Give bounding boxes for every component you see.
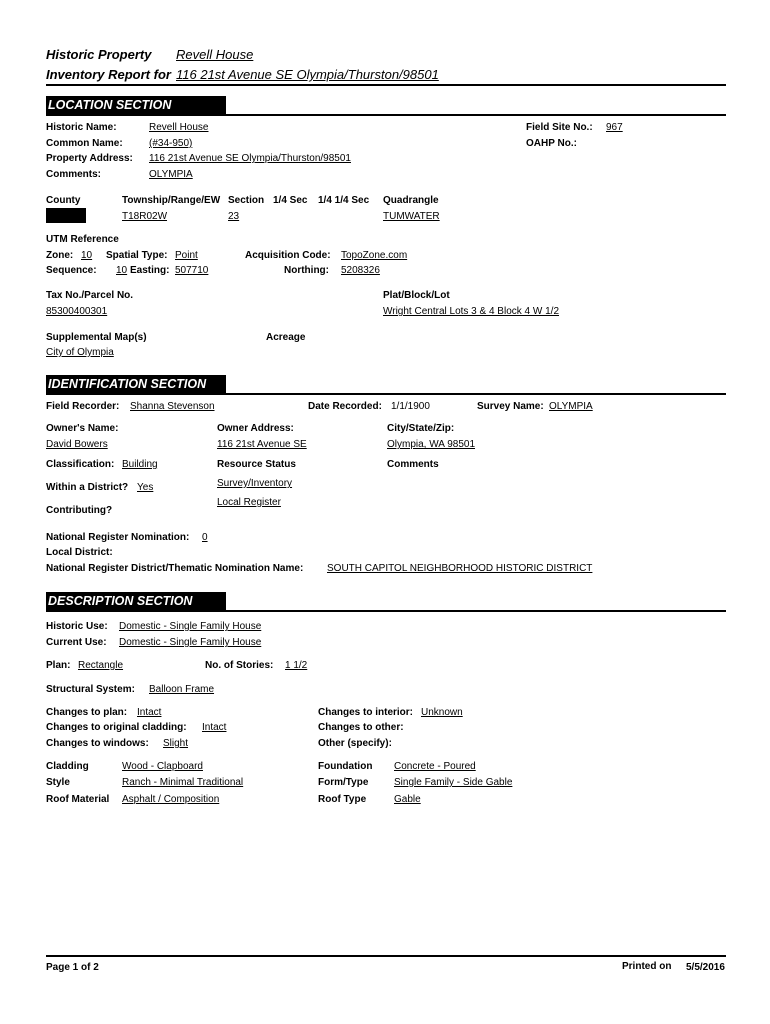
supplemental-maps-value: City of Olympia <box>46 347 114 358</box>
changes-plan-label: Changes to plan: <box>46 707 128 718</box>
plan-label: Plan: <box>46 660 71 671</box>
classification-value: Building <box>122 459 158 470</box>
local-district-label: Local District: <box>46 547 113 558</box>
page-number: Page 1 of 2 <box>46 962 99 973</box>
utm-label: UTM Reference <box>46 234 119 245</box>
resource-status-survey: Survey/Inventory <box>217 478 293 489</box>
date-recorded-label: Date Recorded: <box>308 401 382 412</box>
easting-label: Easting: <box>130 265 170 276</box>
owner-name-label: Owner's Name: <box>46 423 119 434</box>
nr-nomination-label: National Register Nomination: <box>46 532 190 543</box>
contributing-label: Contributing? <box>46 505 113 516</box>
historic-use-label: Historic Use: <box>46 621 108 632</box>
county-label: County <box>46 195 81 206</box>
northing-value: 5208326 <box>341 265 380 276</box>
changes-interior-label: Changes to interior: <box>318 707 414 718</box>
resource-status-label: Resource Status <box>217 459 296 470</box>
printed-on-date: 5/5/2016 <box>686 962 725 973</box>
form-type-value: Single Family - Side Gable <box>394 777 513 788</box>
printed-on-label: Printed on <box>622 961 672 972</box>
common-name-value: (#34-950) <box>149 138 193 149</box>
id-comments-label: Comments <box>387 459 439 470</box>
acquisition-code-value: TopoZone.com <box>341 250 408 261</box>
classification-label: Classification: <box>46 459 115 470</box>
survey-name-value: OLYMPIA <box>549 401 593 412</box>
comments-label: Comments: <box>46 169 102 180</box>
changes-other-label: Changes to other: <box>318 722 404 733</box>
within-district-label: Within a District? <box>46 482 129 493</box>
stories-label: No. of Stories: <box>205 660 274 671</box>
foundation-value: Concrete - Poured <box>394 761 476 772</box>
owner-name-value: David Bowers <box>46 439 108 450</box>
roof-material-label: Roof Material <box>46 794 110 805</box>
identification-section-title: IDENTIFICATION SECTION <box>46 375 226 394</box>
plat-value: Wright Central Lots 3 & 4 Block 4 W 1/2 <box>383 306 560 317</box>
field-site-value: 967 <box>606 122 623 133</box>
zone-value: 10 <box>81 250 93 261</box>
date-recorded-value: 1/1/1900 <box>391 401 430 412</box>
section-label: Section <box>228 195 265 206</box>
spatial-type-label: Spatial Type: <box>106 250 168 261</box>
changes-cladding-label: Changes to original cladding: <box>46 722 187 733</box>
header-label-2: Inventory Report for <box>46 67 171 82</box>
section-value: 23 <box>228 211 240 222</box>
quadrangle-label: Quadrangle <box>383 195 439 206</box>
field-recorder-value: Shanna Stevenson <box>130 401 215 412</box>
nr-nomination-value: 0 <box>202 532 208 543</box>
footer-rule <box>46 955 726 957</box>
changes-cladding-value: Intact <box>202 722 227 733</box>
style-value: Ranch - Minimal Traditional <box>122 777 244 788</box>
structural-system-value: Balloon Frame <box>149 684 215 695</box>
city-state-zip-value: Olympia, WA 98501 <box>387 439 476 450</box>
tax-parcel-value: 85300400301 <box>46 306 108 317</box>
field-site-label: Field Site No.: <box>526 122 593 133</box>
changes-windows-value: Slight <box>163 738 189 749</box>
plan-value: Rectangle <box>78 660 124 671</box>
property-address-header: 116 21st Avenue SE Olympia/Thurston/98501 <box>176 67 439 82</box>
owner-address-label: Owner Address: <box>217 423 294 434</box>
northing-label: Northing: <box>284 265 329 276</box>
other-specify-label: Other (specify): <box>318 738 392 749</box>
historic-name-value: Revell House <box>149 122 209 133</box>
survey-name-label: Survey Name: <box>477 401 544 412</box>
changes-plan-value: Intact <box>137 707 162 718</box>
common-name-label: Common Name: <box>46 138 123 149</box>
city-state-zip-label: City/State/Zip: <box>387 423 455 434</box>
field-recorder-label: Field Recorder: <box>46 401 120 412</box>
zone-label: Zone: <box>46 250 74 261</box>
owner-address-value: 116 21st Avenue SE <box>217 439 307 450</box>
foundation-label: Foundation <box>318 761 373 772</box>
easting-value: 507710 <box>175 265 209 276</box>
property-address-label: Property Address: <box>46 153 133 164</box>
tax-parcel-label: Tax No./Parcel No. <box>46 290 134 301</box>
stories-value: 1 1/2 <box>285 660 308 671</box>
oahp-label: OAHP No.: <box>526 138 577 149</box>
description-section-title: DESCRIPTION SECTION <box>46 592 226 611</box>
quadrangle-value: TUMWATER <box>383 211 440 222</box>
sequence-value: 10 <box>116 265 128 276</box>
header-rule <box>46 84 726 86</box>
historic-use-value: Domestic - Single Family House <box>119 621 262 632</box>
acquisition-code-label: Acquisition Code: <box>245 250 331 261</box>
structural-system-label: Structural System: <box>46 684 135 695</box>
trs-value: T18R02W <box>122 211 168 222</box>
acreage-label: Acreage <box>266 332 306 343</box>
plat-label: Plat/Block/Lot <box>383 290 450 301</box>
roof-type-label: Roof Type <box>318 794 367 805</box>
header-label-1: Historic Property <box>46 47 152 62</box>
spatial-type-value: Point <box>175 250 198 261</box>
within-district-value: Yes <box>137 482 154 493</box>
nr-district-value: SOUTH CAPITOL NEIGHBORHOOD HISTORIC DISTRICT <box>327 563 593 574</box>
historic-name-label: Historic Name: <box>46 122 117 133</box>
roof-type-value: Gable <box>394 794 421 805</box>
nr-district-label: National Register District/Thematic Nomination Name: <box>46 563 304 574</box>
supplemental-maps-label: Supplemental Map(s) <box>46 332 147 343</box>
property-name: Revell House <box>176 47 254 62</box>
trs-label: Township/Range/EW <box>122 195 221 206</box>
current-use-value: Domestic - Single Family House <box>119 637 262 648</box>
quarter-quarter-label: 1/4 1/4 Sec <box>318 195 370 206</box>
property-address-value: 116 21st Avenue SE Olympia/Thurston/98501 <box>149 153 351 164</box>
changes-interior-value: Unknown <box>421 707 463 718</box>
style-label: Style <box>46 777 70 788</box>
quarter-label: 1/4 Sec <box>273 195 308 206</box>
current-use-label: Current Use: <box>46 637 107 648</box>
comments-value: OLYMPIA <box>149 169 193 180</box>
county-redacted-block <box>46 208 86 223</box>
sequence-label: Sequence: <box>46 265 97 276</box>
resource-status-local: Local Register <box>217 497 281 508</box>
form-type-label: Form/Type <box>318 777 369 788</box>
cladding-label: Cladding <box>46 761 89 772</box>
changes-windows-label: Changes to windows: <box>46 738 149 749</box>
cladding-value: Wood - Clapboard <box>122 761 203 772</box>
location-section-title: LOCATION SECTION <box>46 96 226 115</box>
roof-material-value: Asphalt / Composition <box>122 794 220 805</box>
